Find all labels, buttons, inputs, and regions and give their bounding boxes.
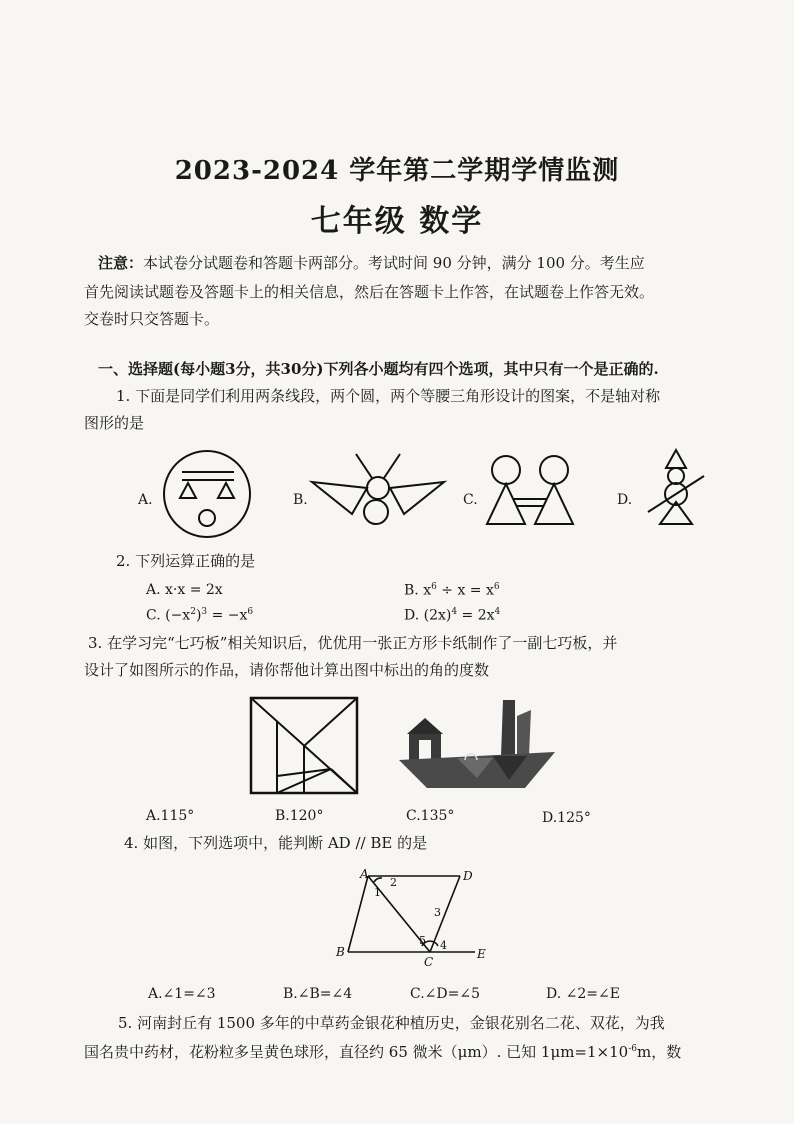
q3-option-c: C.135° xyxy=(406,808,455,824)
q2-stem: 2. 下列运算正确的是 xyxy=(116,552,256,570)
q4-angle-4: 4 xyxy=(440,939,447,952)
q1-option-b-label: B. xyxy=(293,492,308,508)
q1-figure-a-face xyxy=(160,448,256,540)
q4-figure-parallelogram xyxy=(330,866,500,970)
notice-line-3: 交卷时只交答题卡。 xyxy=(84,310,220,328)
q4-angle-1: 1 xyxy=(374,886,381,899)
exam-subtitle: 七年级 数学 xyxy=(310,204,484,239)
q4-option-d: D. ∠2=∠E xyxy=(546,986,620,1002)
q1-stem-line-1: 1. 下面是同学们利用两条线段，两个圆，两个等腰三角形设计的图案，不是轴对称 xyxy=(116,387,661,405)
notice-label: 注意： xyxy=(98,254,144,272)
q5-stem-line-2: 国名贵中药材，花粉粒多呈黄色球形，直径约 65 微米（μm）. 已知 $1\mu m=1\times 10^{-6}m$，数 xyxy=(84,1043,682,1061)
q4-label-c: C xyxy=(424,955,434,969)
q4-label-b: B xyxy=(336,945,345,959)
notice-line-2: 首先阅读试题卷及答题卡上的相关信息，然后在答题卡上作答，在试题卷上作答无效。 xyxy=(84,283,655,301)
q2-option-a: A. x·x = 2x xyxy=(146,582,223,598)
q3-stem-line-2: 设计了如图所示的作品，请你帮他计算出图中标出的角的度数 xyxy=(84,661,490,679)
q1-stem-line-2: 图形的是 xyxy=(84,414,145,432)
q4-label-a: A xyxy=(360,867,369,881)
q2-option-c: C. $(-x^2)^3 = -x^6$ xyxy=(146,607,254,624)
q3-option-a: A.115° xyxy=(146,808,195,824)
q4-label-e: E xyxy=(477,947,486,961)
notice-text-1: 本试卷分试题卷和答题卡两部分。考试时间 90 分钟，满分 100 分。考生应 xyxy=(143,254,645,272)
q4-option-c: C.∠D=∠5 xyxy=(410,986,480,1002)
q4-option-b: B.∠B=∠4 xyxy=(283,986,353,1002)
q3-figure-tangram-boat xyxy=(397,696,557,792)
q2-option-b: B. $x^6 \div x = x^6$ xyxy=(404,582,500,599)
q4-option-a: A.∠1=∠3 xyxy=(148,986,216,1002)
q1-option-a-label: A. xyxy=(138,492,153,508)
q2-option-d: D. $(2x)^4 = 2x^4$ xyxy=(404,607,501,624)
q5-stem-line-1: 5. 河南封丘有 1500 多年的中草药金银花种植历史，金银花别名二花、双花，为我 xyxy=(118,1014,665,1032)
q1-option-c-label: C. xyxy=(463,492,478,508)
q3-stem-line-1: 3. 在学习完“七巧板”相关知识后，优优用一张正方形卡纸制作了一副七巧板，并 xyxy=(88,634,618,652)
q3-option-d: D.125° xyxy=(542,810,591,826)
q1-figure-c-people xyxy=(484,454,584,528)
q4-label-d: D xyxy=(463,869,473,883)
exam-title: 2023-2024 学年第二学期学情监测 xyxy=(174,156,620,186)
q3-figure-tangram-square xyxy=(249,696,361,796)
q1-option-d-label: D. xyxy=(617,492,633,508)
section-heading: 一、选择题(每小题3分，共30分)下列各小题均有四个选项，其中只有一个是正确的. xyxy=(98,360,659,378)
q1-figure-b-bat xyxy=(312,452,452,532)
q1-figure-d-snowman xyxy=(646,448,716,528)
q4-angle-3: 3 xyxy=(434,906,441,919)
q4-stem: 4. 如图，下列选项中，能判断 AD // BE 的是 xyxy=(124,834,428,852)
q4-angle-2: 2 xyxy=(390,876,397,889)
notice-line-1 xyxy=(98,250,645,277)
q4-angle-5: 5 xyxy=(419,934,426,947)
q3-option-b: B.120° xyxy=(275,808,324,824)
